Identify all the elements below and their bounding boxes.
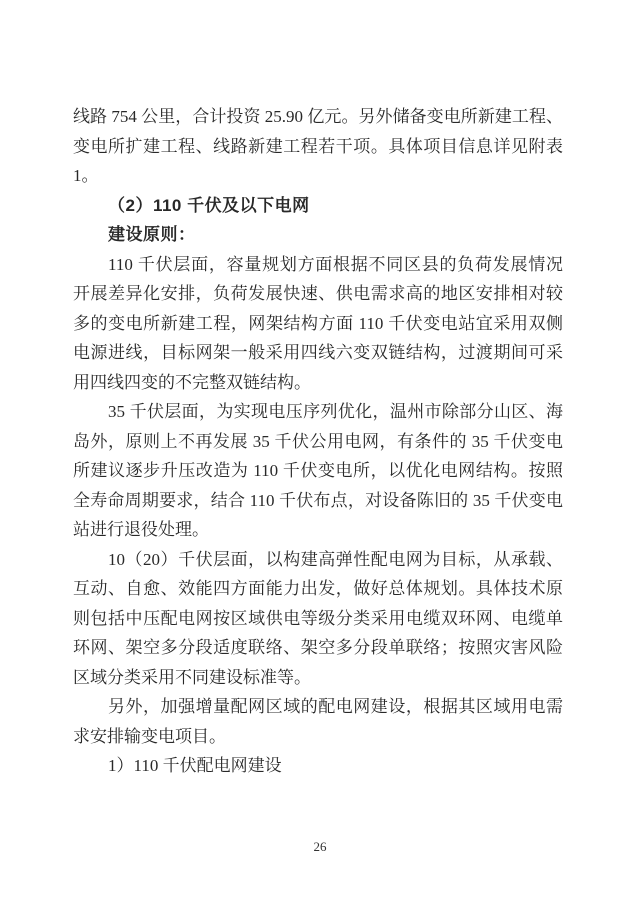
text-line: 35 千伏层面，为实现电压序列优化，温州市除部分山区、海 xyxy=(108,402,563,421)
heading-paragraph xyxy=(73,191,563,221)
text-line: 区域分类采用不同建设标准等。 xyxy=(73,667,311,687)
document-text xyxy=(73,102,563,781)
text-line: 110 千伏层面，容量规划方面根据不同区县的负荷发展情况 xyxy=(108,254,563,274)
text-line: 所建议逐步升压改造为 110 千伏变电所，以优化电网结构。按照 xyxy=(73,461,563,480)
text-line: 岛外，原则上不再发展 35 千伏公用电网，有条件的 35 千伏变电 xyxy=(73,431,563,451)
text-line: 1）110 千伏配电网建设 xyxy=(108,756,282,775)
text-line: （2）110 千伏及以下电网 xyxy=(108,195,310,215)
text-line: 建设原则： xyxy=(108,225,196,244)
heading-paragraph xyxy=(73,220,563,250)
text-line: 多的变电所新建工程，网架结构方面 110 千伏变电站宜采用双侧 xyxy=(73,313,563,333)
text-line: 开展差异化安排，负荷发展快速、供电需求高的地区安排相对较 xyxy=(73,284,563,303)
body-paragraph xyxy=(73,250,563,398)
text-line: 电源进线，目标网架一般采用四线六变双链结构，过渡期间可采 xyxy=(73,343,563,362)
text-line: 10（20）千伏层面，以构建高弹性配电网为目标，从承载、 xyxy=(108,549,563,569)
text-line: 环网、架空多分段适度联络、架空多分段单联络；按照灾害风险 xyxy=(73,638,563,657)
text-line: 求安排输变电项目。 xyxy=(73,726,226,746)
body-paragraph xyxy=(73,751,563,781)
text-line: 用四线四变的不完整双链结构。 xyxy=(73,372,311,392)
text-line: 互动、自愈、效能四方面能力出发，做好总体规划。具体技术原 xyxy=(73,579,563,598)
text-line: 1。 xyxy=(73,166,99,185)
text-line: 另外，加强增量配网区域的配电网建设，根据其区域用电需 xyxy=(108,697,563,716)
text-line: 线路 754 公里，合计投资 25.90 亿元。另外储备变电所新建工程、 xyxy=(73,107,563,126)
body-paragraph xyxy=(73,102,563,191)
body-paragraph xyxy=(73,692,563,751)
text-line: 变电所扩建工程、线路新建工程若干项。具体项目信息详见附表 xyxy=(73,136,563,156)
text-line: 站进行退役处理。 xyxy=(73,520,209,539)
body-paragraph xyxy=(73,545,563,693)
text-line: 则包括中压配电网按区域供电等级分类采用电缆双环网、电缆单 xyxy=(73,608,563,628)
body-paragraph xyxy=(73,397,563,545)
page-number: 26 xyxy=(313,839,327,854)
text-line: 全寿命周期要求，结合 110 千伏布点，对设备陈旧的 35 千伏变电 xyxy=(73,490,563,510)
